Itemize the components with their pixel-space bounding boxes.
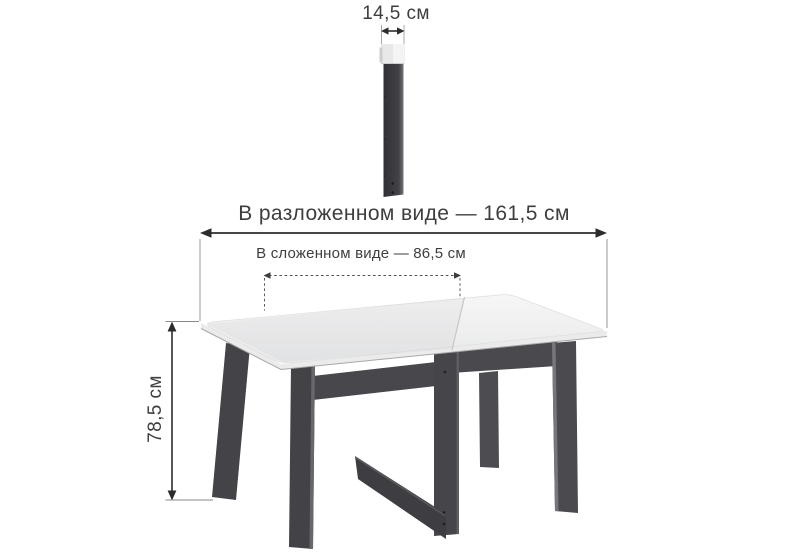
- folded-leaf-highlight: [393, 44, 405, 64]
- unfolded-length-label: В разложенном виде — 161,5 см: [238, 202, 570, 225]
- table-center-post: [434, 347, 459, 536]
- arrowhead-bottom: [168, 491, 177, 501]
- screw-dot: [384, 175, 386, 177]
- screw-dot: [392, 182, 395, 185]
- table-foot-runner: [355, 456, 446, 539]
- arrowhead-left: [264, 272, 271, 279]
- screw-dot: [384, 138, 386, 140]
- arrowhead-top: [168, 322, 177, 332]
- folded-width-arrow-icon: [381, 27, 405, 34]
- folded-width-label: 14,5 см: [362, 3, 430, 24]
- folded-width-witness-lines: [382, 25, 405, 44]
- folded-table-spine: [384, 64, 404, 197]
- screw-dot: [392, 191, 395, 194]
- table-leg-back-right: [479, 371, 499, 468]
- folded-table-side-view: [380, 25, 406, 197]
- folded-leaf-edge: [380, 48, 383, 63]
- arrowhead-right: [454, 272, 461, 279]
- screw-dot: [384, 96, 386, 98]
- screw-dot: [443, 523, 446, 526]
- height-label: 78,5 см: [145, 375, 166, 443]
- table-leg-back-left: [212, 343, 250, 500]
- screw-dot: [444, 371, 447, 374]
- height-dimension: [166, 322, 214, 501]
- folded-length-label: В сложенном виде — 86,5 см: [256, 245, 466, 262]
- table-apron-left: [304, 362, 436, 401]
- arrowhead-left: [200, 228, 212, 238]
- arrowhead-right: [596, 228, 608, 238]
- table-illustration: [201, 295, 607, 549]
- screw-dot: [443, 511, 446, 514]
- post-highlight: [457, 347, 460, 534]
